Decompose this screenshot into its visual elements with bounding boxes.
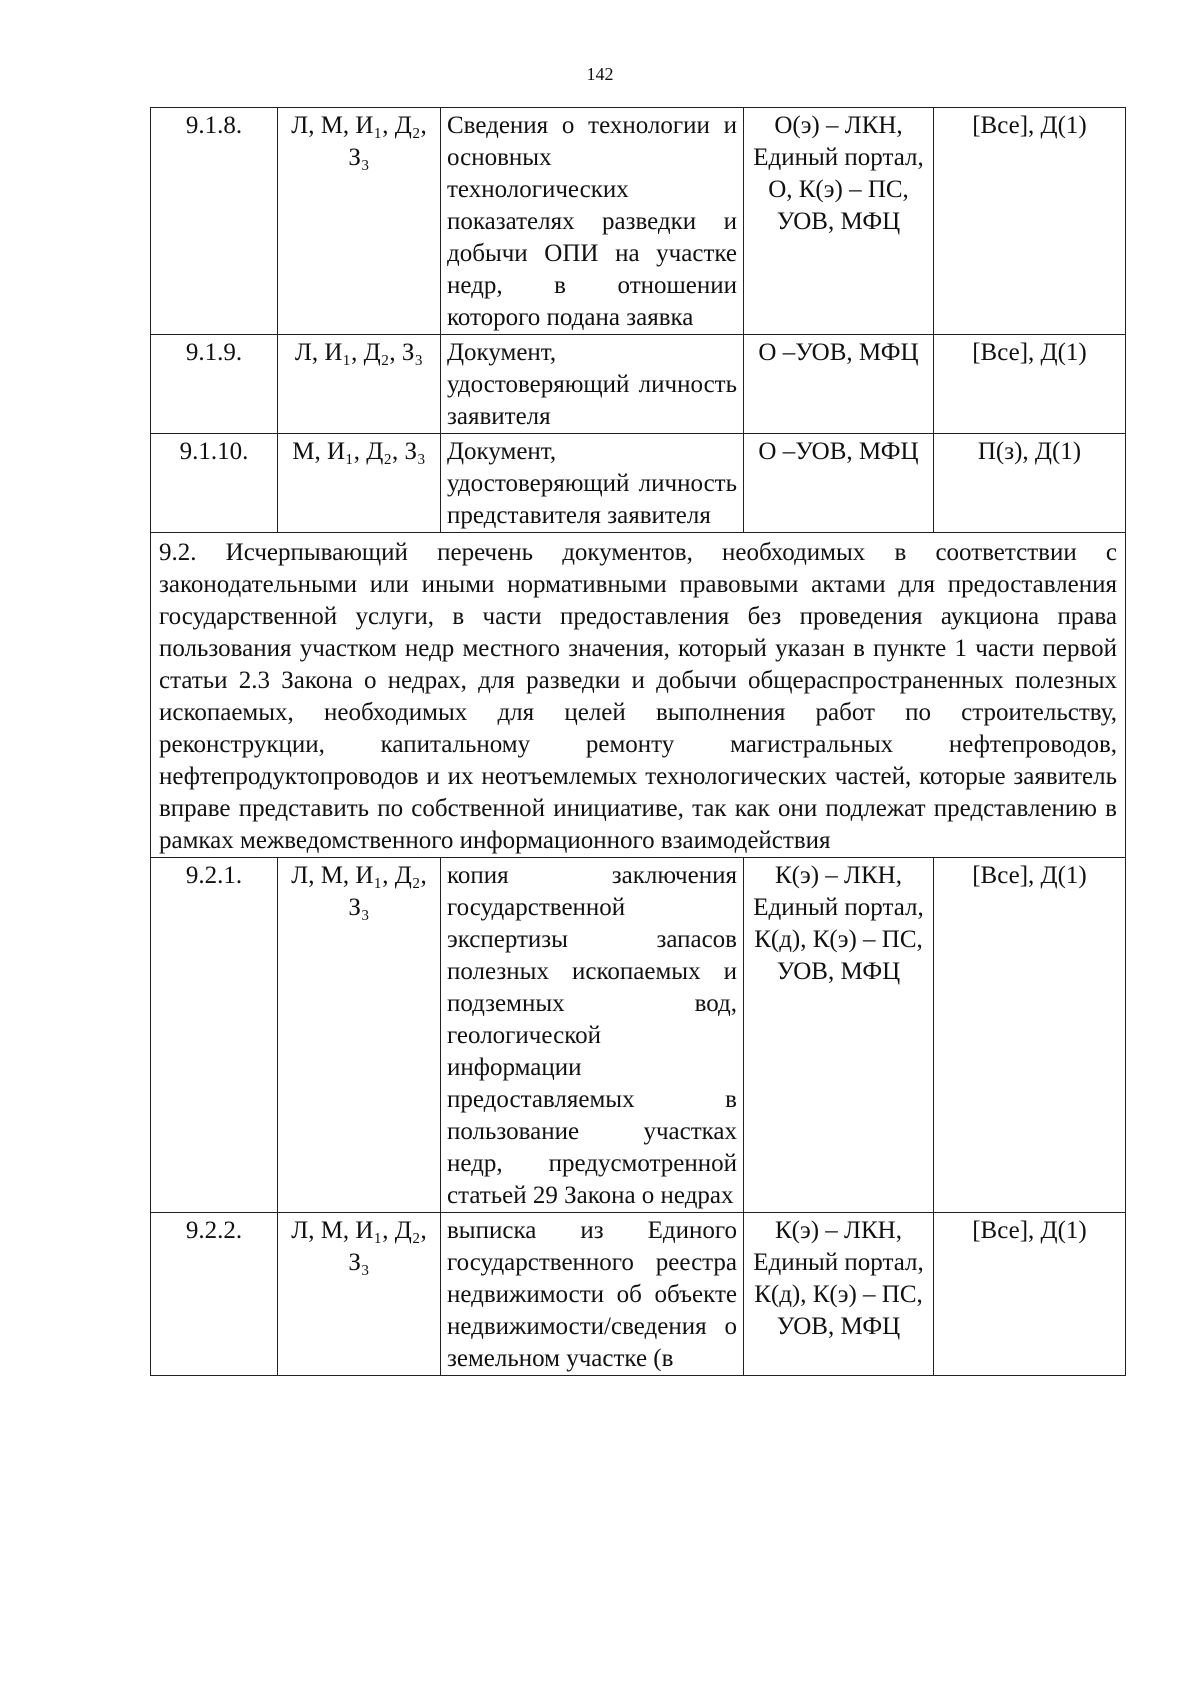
- page-number: 142: [586, 64, 614, 84]
- row-note: [Все], Д(1): [934, 335, 1126, 434]
- row-description: Документ, удостоверяющий личность представителя заявителя: [441, 434, 744, 533]
- table-row: [151, 335, 1126, 434]
- row-description: копия заключения государственной экспертизы запасов полезных ископаемых и подземных вод, геологической информации предоставляемых в пользование участках недр, предусмотренной статьей 29 Закона о недрах: [441, 858, 744, 1213]
- row-number: 9.1.10.: [151, 434, 278, 533]
- section-header-row: [151, 533, 1126, 858]
- row-number: 9.2.2.: [151, 1213, 278, 1376]
- row-note: П(з), Д(1): [934, 434, 1126, 533]
- row-source: К(э) – ЛКН, Единый портал, К(д), К(э) – ПС, УОВ, МФЦ: [744, 858, 934, 1213]
- section-heading-9-2: 9.2. Исчерпывающий перечень документов, необходимых в соответствии с законодательными или иными нормативными правовыми актами для предоставления государственной услуги, в части предоставления без проведения аукциона права пользования участком недр местного значения, который указан в пункте 1 части первой статьи 2.3 Закона о недрах, для разведки и добычи общераспространенных полезных ископаемых, необходимых для целей выполнения работ по строительству, реконструкции, капитальному ремонту магистральных нефтепроводов, нефтепродуктопроводов и их неотъемлемых технологических частей, которые заявитель вправе представить по собственной инициативе, так как они подлежат представлению в рамках межведомственного информационного взаимодействия: [151, 533, 1126, 858]
- row-note: [Все], Д(1): [934, 858, 1126, 1213]
- table-row: [151, 434, 1126, 533]
- row-codes: М, И₁, Д₂, З₃: [278, 434, 441, 533]
- row-note: [Все], Д(1): [934, 1213, 1126, 1376]
- row-description: Сведения о технологии и основных технологических показателях разведки и добычи ОПИ на участке недр, в отношении которого подана заявка: [441, 108, 744, 335]
- row-source: О –УОВ, МФЦ: [744, 434, 934, 533]
- row-source: О(э) – ЛКН, Единый портал, О, К(э) – ПС, УОВ, МФЦ: [744, 108, 934, 335]
- row-number: 9.1.9.: [151, 335, 278, 434]
- row-codes: Л, М, И₁, Д₂, З₃: [278, 108, 441, 335]
- documents-table: [150, 107, 1126, 1376]
- row-number: 9.1.8.: [151, 108, 278, 335]
- row-codes: Л, М, И₁, Д₂, З₃: [278, 858, 441, 1213]
- row-description: Документ, удостоверяющий личность заявителя: [441, 335, 744, 434]
- row-number: 9.2.1.: [151, 858, 278, 1213]
- table-row: [151, 858, 1126, 1213]
- row-codes: Л, М, И₁, Д₂, З₃: [278, 1213, 441, 1376]
- row-source: О –УОВ, МФЦ: [744, 335, 934, 434]
- table-row: [151, 1213, 1126, 1376]
- row-codes: Л, И₁, Д₂, З₃: [278, 335, 441, 434]
- row-note: [Все], Д(1): [934, 108, 1126, 335]
- row-source: К(э) – ЛКН, Единый портал, К(д), К(э) – ПС, УОВ, МФЦ: [744, 1213, 934, 1376]
- table-row: [151, 108, 1126, 335]
- row-description: выписка из Единого государственного реестра недвижимости об объекте недвижимости/сведения о земельном участке (в: [441, 1213, 744, 1376]
